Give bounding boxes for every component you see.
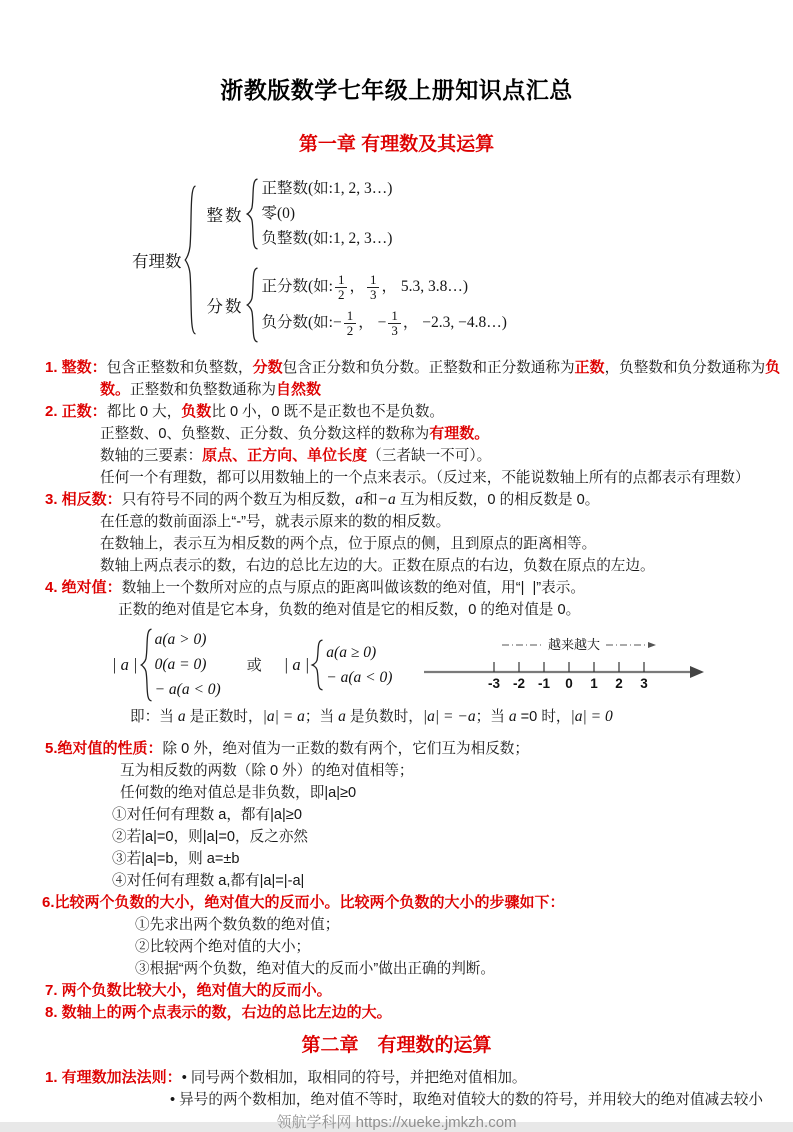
- text-segment: 只有符号不同的两个数互为相反数，: [121, 492, 356, 508]
- fraction-denominator: 2: [346, 322, 354, 338]
- fraction: [335, 273, 348, 301]
- text-segment: 即：当: [130, 709, 178, 725]
- text-segment: 互为相反数，0 的相反数是 0。: [395, 492, 600, 508]
- text-segment: |a| = −a: [422, 708, 476, 725]
- fraction: [388, 309, 401, 337]
- content-line: [0, 958, 793, 980]
- text-segment: 数轴的三要素：: [100, 448, 203, 464]
- curly-brace-glyph: [184, 185, 197, 335]
- text-segment: 除 0 外，绝对值为一正数的数有两个，它们互为相反数；: [162, 741, 529, 757]
- text-segment: 比 0 小，0 既不是正数也不是负数。: [211, 404, 445, 420]
- text-segment: 包含正分数和负分数。正整数和正分数通称为: [282, 360, 575, 376]
- svg-text:-2: -2: [513, 676, 526, 691]
- content-line: [0, 706, 793, 728]
- absolute-value-formula: [112, 627, 793, 702]
- text-segment: ③若|a|=b，则 a=±b: [112, 851, 240, 867]
- text-segment: 原点、正方向、单位长度: [202, 447, 368, 464]
- case-line: a(a ≥ 0): [326, 643, 377, 661]
- content-line: [0, 914, 793, 936]
- text-segment: a: [508, 708, 517, 725]
- text-segment: 1. 有理数加法法则：: [45, 1069, 182, 1086]
- chapter2-heading: 第二章 有理数的运算: [301, 1035, 492, 1056]
- svg-text:0: 0: [565, 676, 574, 691]
- content-line: [0, 445, 793, 467]
- text-segment: 数。: [100, 381, 131, 398]
- content-line: [0, 936, 793, 958]
- diagram-group-label: 整数: [206, 205, 244, 225]
- text-segment: （三者缺一不可）。: [367, 448, 492, 464]
- diagram-item: [262, 269, 507, 305]
- diagram-group: [199, 176, 507, 251]
- text-segment: 有理数。: [429, 425, 490, 442]
- text-segment: 是负数时，: [345, 709, 423, 725]
- svg-text:1: 1: [590, 676, 599, 691]
- text-segment: ；当: [304, 709, 339, 725]
- text-segment: 负: [765, 359, 781, 376]
- case-line: − a(a < 0): [326, 668, 393, 686]
- content-line: [0, 423, 793, 445]
- text-segment: a: [338, 708, 346, 725]
- content-line: [0, 467, 793, 489]
- content-line: [0, 804, 793, 826]
- diagram-item: [262, 176, 393, 201]
- content-line: [0, 870, 793, 892]
- content-line: [0, 848, 793, 870]
- text-segment: 在任意的数前面添上“-”号，就表示原来的数的相反数。: [100, 514, 451, 530]
- content-line: [0, 511, 793, 533]
- text-segment: ④对任何有理数 a,都有|a|=|-a|: [112, 873, 305, 889]
- text-segment: ；当: [475, 709, 509, 725]
- text-segment: 正数的绝对值是它本身，负数的绝对值是它的相反数，0 的绝对值是 0。: [118, 602, 581, 618]
- fraction-numerator: 1: [335, 273, 348, 288]
- text-segment: ，负整数和负分数通称为: [604, 360, 766, 376]
- fraction: [367, 273, 380, 301]
- text-segment: 8. 数轴上的两个点表示的数，右边的总比左边的大。: [45, 1004, 392, 1021]
- text-segment: ②比较两个绝对值的大小；: [135, 939, 311, 955]
- text-segment: 任何一个有理数，都可以用数轴上的一个点来表示。（反过来，不能说数轴上所有的点都表示有理数）: [100, 470, 750, 486]
- svg-text:越来越大: 越来越大: [548, 637, 601, 652]
- case-line: 0(a = 0): [154, 656, 207, 673]
- text-segment: a: [355, 491, 363, 508]
- content-line: [0, 555, 793, 577]
- svg-text:3: 3: [640, 676, 649, 691]
- text-segment: ②若|a|=0，则|a|=0，反之亦然: [112, 829, 309, 845]
- text-segment: =0 时，: [516, 709, 571, 725]
- svg-text:-3: -3: [488, 676, 501, 691]
- curly-brace: [246, 267, 259, 343]
- text-segment: ①先求出两个数负数的绝对值；: [135, 917, 340, 933]
- or-connector: 或: [246, 657, 262, 674]
- text-segment: 零(0): [261, 205, 296, 222]
- fraction-numerator: 1: [388, 309, 401, 324]
- text-segment: 负分数(如:−: [261, 314, 342, 331]
- text-segment: 正数: [574, 359, 605, 376]
- diagram-group: [199, 267, 507, 343]
- text-segment: ③根据“两个负数，绝对值大的反而小”做出正确的判断。: [135, 961, 495, 977]
- text-segment: ①对任何有理数 a，都有|a|≥0: [112, 807, 302, 823]
- number-line: [422, 632, 712, 697]
- rational-number-classification-diagram: [132, 176, 793, 343]
- text-segment: 正分数(如:: [261, 278, 333, 295]
- text-segment: 包含正整数和负整数，: [106, 360, 253, 376]
- fraction-denominator: 3: [391, 322, 398, 338]
- curly-brace-glyph: [311, 639, 324, 691]
- content-line: [0, 489, 793, 511]
- text-segment: 是正数时，: [185, 709, 263, 725]
- curly-brace: [246, 178, 259, 250]
- content-line: [0, 782, 793, 804]
- page-title: 浙教版数学七年级上册知识点汇总: [220, 77, 573, 103]
- text-segment: • 同号两个数相加，取相同的符号，并把绝对值相加。: [181, 1070, 527, 1086]
- content-line: [0, 980, 793, 1002]
- text-segment: 4. 绝对值：: [45, 579, 122, 596]
- fraction-numerator: 1: [344, 309, 357, 324]
- text-segment: 6.比较两个负数的大小，绝对值大的反而小。比较两个负数的大小的步骤如下：: [42, 894, 565, 911]
- text-segment: a: [177, 708, 186, 725]
- text-segment: 正整数(如:1, 2, 3…): [261, 180, 393, 197]
- text-segment: 5.绝对值的性质：: [45, 740, 163, 757]
- fraction: [344, 309, 357, 337]
- content-line: [0, 1067, 793, 1089]
- diagram-item: [262, 226, 393, 251]
- text-segment: 自然数: [275, 381, 321, 398]
- diagram-items: [262, 176, 393, 251]
- svg-text:2: 2: [615, 676, 624, 691]
- text-segment: 7. 两个负数比较大小，绝对值大的反而小。: [45, 982, 332, 999]
- chapter1-heading: 第一章 有理数及其运算: [298, 134, 495, 155]
- text-segment: 负整数(如:1, 2, 3…): [261, 230, 393, 247]
- chapter2-notes: [0, 1067, 793, 1111]
- outer-brace: [184, 185, 197, 335]
- text-segment: 互为相反数的两数（除 0 外）的绝对值相等；: [120, 763, 414, 779]
- content-line: [0, 892, 793, 914]
- content-line: [0, 533, 793, 555]
- fraction-denominator: 2: [337, 286, 345, 302]
- text-segment: 都比 0 大，: [106, 404, 182, 420]
- diagram-root-label: 有理数: [132, 251, 182, 271]
- abs-lhs: | a |: [112, 654, 138, 674]
- svg-text:-1: -1: [538, 676, 551, 691]
- curly-brace-glyph: [246, 267, 259, 343]
- chapter1-notes-part2: [0, 706, 793, 1024]
- curly-brace-glyph: [246, 178, 259, 250]
- content-line: [0, 401, 793, 423]
- cases-brace-2: [311, 639, 324, 691]
- case-line: a(a > 0): [154, 631, 207, 648]
- text-segment: ， −2.3, −4.8…): [402, 314, 507, 331]
- cases-group-1: [155, 627, 221, 702]
- abs-lhs-2: | a |: [283, 654, 310, 674]
- text-segment: 和: [362, 492, 378, 508]
- text-segment: 在数轴上，表示互为相反数的两个点，位于原点的侧，且到原点的距离相等。: [100, 536, 597, 552]
- text-segment: 数轴上两点表示的数，右边的总比左边的大。正数在原点的右边，负数在原点的左边。: [100, 558, 655, 574]
- text-segment: −a: [377, 491, 396, 508]
- text-segment: ， 5.3, 3.8…): [381, 278, 469, 295]
- text-segment: 正整数和负整数通称为: [130, 382, 276, 398]
- text-segment: • 异号的两个数相加，绝对值不等时，取绝对值较大的数的符号，并用较大的绝对值减去较小: [170, 1092, 763, 1108]
- diagram-groups: [199, 176, 507, 343]
- content-line: [0, 577, 793, 599]
- content-line: [0, 826, 793, 848]
- text-segment: 分数: [252, 359, 283, 376]
- content-line: [0, 379, 793, 401]
- content-line: [0, 738, 793, 760]
- text-segment: ，: [349, 278, 365, 295]
- text-segment: |a| = 0: [570, 708, 613, 725]
- fraction-numerator: 1: [367, 273, 380, 288]
- diagram-items: [262, 269, 507, 341]
- cases-brace-1: [140, 628, 153, 702]
- text-segment: 任何数的绝对值总是非负数，即|a|≥0: [120, 785, 357, 801]
- text-segment: 数轴上一个数所对应的点与原点的距离叫做该数的绝对值，用“| |”表示。: [121, 580, 585, 596]
- diagram-item: [262, 201, 393, 226]
- text-segment: 1. 整数：: [45, 359, 107, 376]
- text-segment: 3. 相反数：: [45, 491, 122, 508]
- chapter1-notes-part1: [0, 357, 793, 621]
- watermark: 领航学科网 https://xueke.jmkzh.com: [276, 1114, 517, 1131]
- number-line-svg: [422, 632, 712, 692]
- text-segment: 负数: [181, 403, 212, 420]
- cases-group-2: [326, 640, 392, 690]
- text-segment: 正整数、0、负整数、正分数、负分数这样的数称为: [100, 426, 430, 442]
- diagram-group-label: 分数: [206, 297, 244, 316]
- text-segment: |a| = a: [262, 708, 305, 725]
- fraction-denominator: 3: [369, 286, 377, 302]
- content-line: [0, 599, 793, 621]
- curly-brace-glyph: [140, 628, 153, 702]
- case-line: − a(a < 0): [154, 681, 221, 698]
- text-segment: 2. 正数：: [45, 403, 107, 420]
- content-line: [0, 357, 793, 379]
- content-line: [0, 760, 793, 782]
- text-segment: ， −: [358, 314, 387, 331]
- content-line: [0, 1089, 793, 1111]
- content-line: [0, 1002, 793, 1024]
- diagram-item: [262, 305, 507, 341]
